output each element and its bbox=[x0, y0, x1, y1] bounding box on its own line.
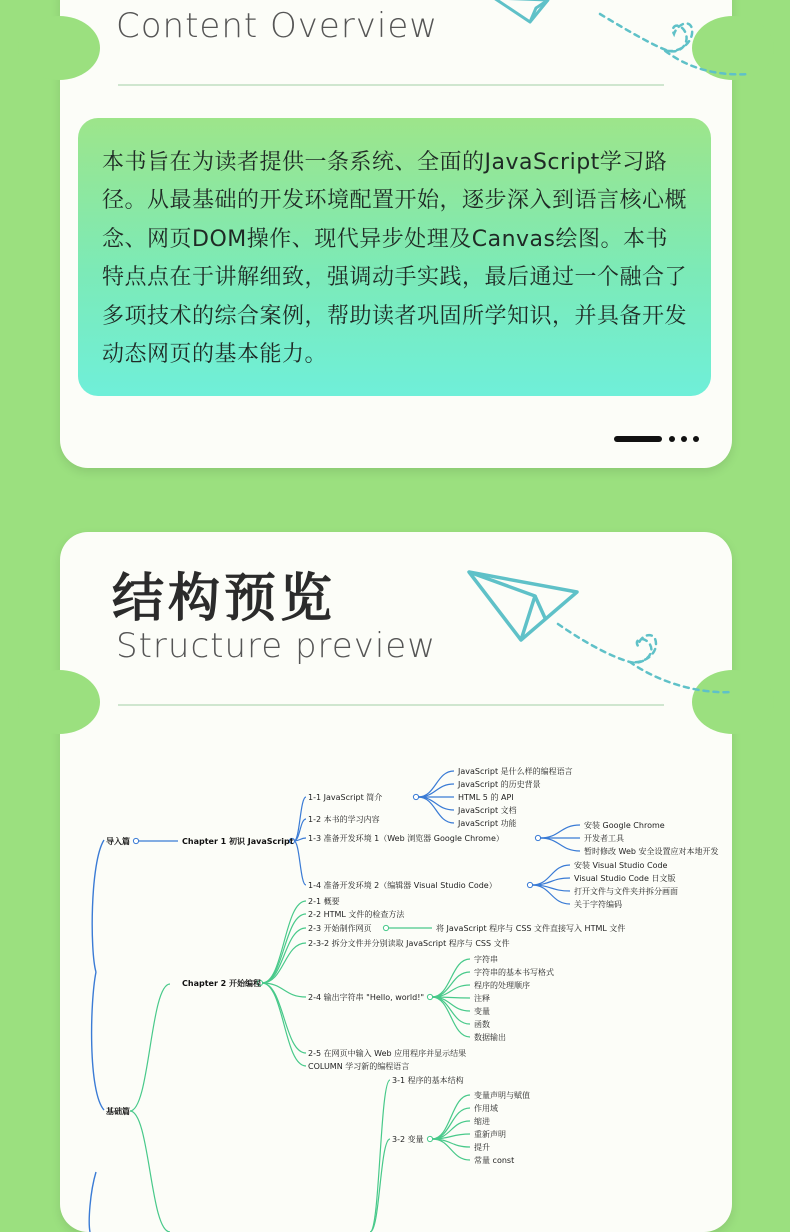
topic-label: 1-2 本书的学习内容 bbox=[308, 815, 380, 824]
subtopic-label: 将 JavaScript 程序与 CSS 文件直接写入 HTML 文件 bbox=[436, 924, 626, 933]
subtopic-label: 常量 const bbox=[474, 1156, 515, 1165]
subtopic-label: 注释 bbox=[474, 994, 490, 1003]
subtopic-label: 程序的处理顺序 bbox=[474, 981, 530, 990]
mindmap-branch bbox=[540, 838, 580, 851]
structure-title-zh: 结构预览 bbox=[112, 569, 337, 629]
mindmap-node-dot bbox=[413, 794, 418, 799]
topic-label: 2-3 开始制作网页 bbox=[308, 924, 372, 933]
mindmap-branch bbox=[262, 914, 306, 983]
mindmap-branch bbox=[418, 797, 454, 810]
mindmap-nodes bbox=[106, 766, 719, 1165]
subtopic-label: JavaScript 的历史背景 bbox=[458, 780, 541, 789]
subtopic-label: 安装 Visual Studio Code bbox=[574, 861, 668, 870]
mindmap-branch bbox=[130, 984, 170, 1111]
mindmap-branch bbox=[432, 997, 470, 1037]
ticket-notch-left bbox=[18, 16, 100, 80]
mindmap-branch bbox=[294, 841, 306, 885]
section-label: 基础篇 bbox=[106, 1107, 130, 1116]
topic-label: 1-1 JavaScript 简介 bbox=[308, 793, 383, 802]
description-box bbox=[78, 118, 711, 396]
subtopic-label: Visual Studio Code 日文版 bbox=[574, 874, 676, 883]
mindmap-branch bbox=[432, 1095, 470, 1139]
topic-label: 2-1 概要 bbox=[308, 897, 340, 906]
chapter-label: Chapter 2 开始编程 bbox=[182, 979, 262, 988]
mindmap-branch bbox=[432, 972, 470, 997]
mindmap-node-dot bbox=[535, 835, 540, 840]
chapter-label: Chapter 1 初识 JavaScript bbox=[182, 837, 294, 846]
subtopic-label: 暂时修改 Web 安全设置应对本地开发 bbox=[584, 847, 719, 856]
topic-label: COLUMN 学习新的编程语言 bbox=[308, 1062, 410, 1071]
subtopic-label: 变量声明与赋值 bbox=[474, 1091, 530, 1100]
topic-label: 3-1 程序的基本结构 bbox=[392, 1076, 464, 1085]
subtopic-label: 函数 bbox=[474, 1020, 490, 1029]
mindmap-branch bbox=[370, 1080, 390, 1232]
dashed-heart-trail-icon bbox=[580, 0, 760, 90]
structure-mindmap bbox=[60, 532, 732, 1232]
subtopic-label: 安装 Google Chrome bbox=[584, 821, 665, 830]
mindmap-branch bbox=[130, 1111, 170, 1232]
structure-preview-card bbox=[60, 532, 732, 1232]
subtopic-label: 变量 bbox=[474, 1007, 490, 1016]
topic-label: 2-3-2 拆分文件并分别读取 JavaScript 程序与 CSS 文件 bbox=[308, 939, 510, 948]
more-indicator-icon bbox=[614, 432, 704, 446]
topic-label: 2-2 HTML 文件的检查方法 bbox=[308, 910, 405, 919]
topic-label: 2-5 在网页中输入 Web 应用程序并显示结果 bbox=[308, 1049, 467, 1058]
mindmap-branch bbox=[432, 997, 470, 1011]
section-label: 导入篇 bbox=[106, 837, 130, 846]
mindmap-node-dot bbox=[427, 1136, 432, 1141]
book-description: 本书旨在为读者提供一条系统、全面的JavaScript学习路径。从最基础的开发环境配置开始，逐步深入到语言核心概念、网页DOM操作、现代异步处理及Canvas绘图。本书特点点在于讲解细致，强调动手实践，最后通过一个融合了多项技术的综合案例，帮助读者巩固所学知识，并具备开发动态网页的基本能力。 bbox=[102, 150, 688, 368]
mindmap-node-dot bbox=[427, 994, 432, 999]
mindmap-branch bbox=[262, 901, 306, 983]
subtopic-label: 字符串 bbox=[474, 955, 498, 964]
mindmap-branch bbox=[262, 983, 306, 1066]
topic-label: 3-2 变量 bbox=[392, 1135, 424, 1144]
paper-plane-icon bbox=[484, 0, 584, 30]
mindmap-branch bbox=[418, 784, 454, 797]
subtopic-label: 缩进 bbox=[474, 1117, 490, 1126]
mindmap-node-dot bbox=[527, 882, 532, 887]
subtopic-label: 字符串的基本书写格式 bbox=[474, 968, 554, 977]
subtopic-label: 数据输出 bbox=[474, 1033, 506, 1042]
mindmap-node-dot bbox=[383, 925, 388, 930]
topic-label: 1-4 准备开发环境 2（编辑器 Visual Studio Code） bbox=[308, 881, 497, 890]
subtopic-label: JavaScript 文档 bbox=[458, 806, 517, 815]
mindmap-trunk bbox=[92, 840, 104, 972]
subtopic-label: 重新声明 bbox=[474, 1130, 506, 1139]
subtopic-label: 提升 bbox=[474, 1143, 490, 1152]
subtopic-label: JavaScript 是什么样的编程语言 bbox=[458, 767, 573, 776]
subtopic-label: 打开文件与文件夹并拆分画面 bbox=[574, 887, 678, 896]
subtopic-label: 关于字符编码 bbox=[574, 900, 622, 909]
mindmap-trunk bbox=[89, 972, 104, 1232]
subtopic-label: HTML 5 的 API bbox=[458, 793, 514, 802]
mindmap-branch bbox=[262, 928, 306, 983]
mindmap-branch bbox=[432, 1134, 470, 1139]
mindmap-branch bbox=[262, 983, 306, 1053]
mindmap-branch bbox=[432, 1139, 470, 1160]
mindmap-branch bbox=[540, 825, 580, 838]
subtopic-label: 开发者工具 bbox=[584, 834, 624, 843]
overview-title-en: Content Overview bbox=[116, 6, 439, 46]
topic-label: 2-4 输出字符串 "Hello, world!" bbox=[308, 993, 425, 1002]
subtopic-label: JavaScript 功能 bbox=[458, 819, 517, 828]
mindmap-node-dot bbox=[133, 838, 138, 843]
topic-label: 1-3 准备开发环境 1（Web 浏览器 Google Chrome） bbox=[308, 834, 504, 843]
structure-title-en: Structure preview bbox=[116, 626, 436, 666]
content-overview-card bbox=[60, 0, 732, 468]
subtopic-label: 作用域 bbox=[474, 1104, 498, 1113]
mindmap-branch bbox=[294, 797, 306, 841]
